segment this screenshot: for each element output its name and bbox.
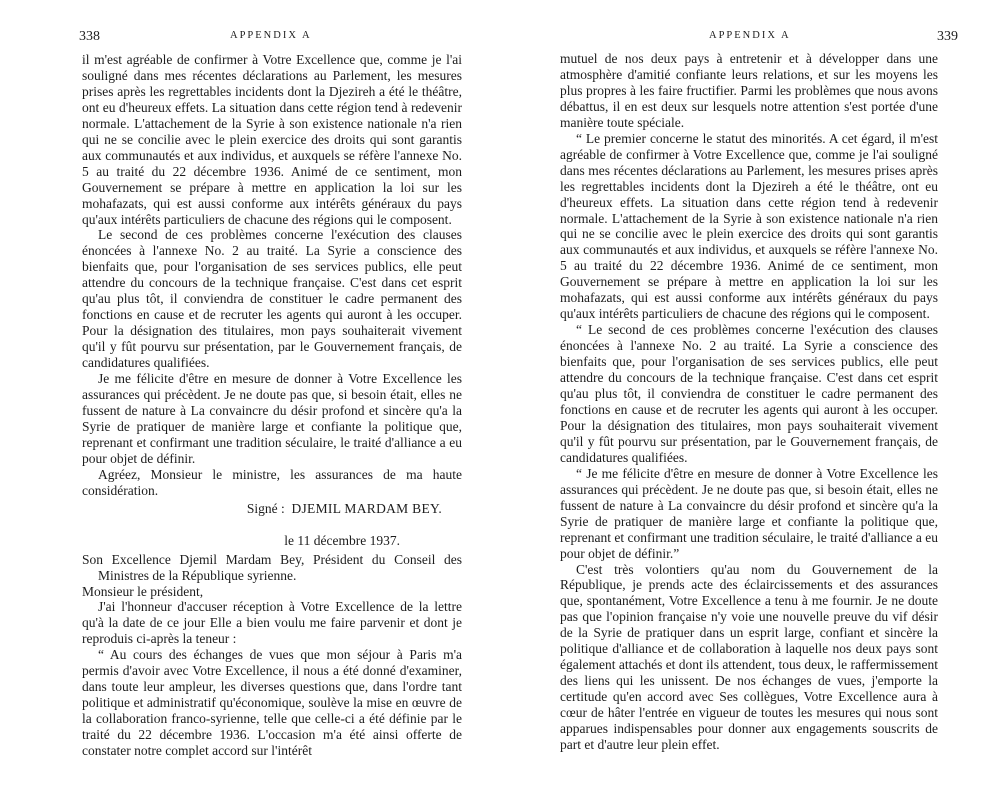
left-page-header	[0, 27, 499, 47]
paragraph: J'ai l'honneur d'accuser réception à Votre Excellence de la lettre qu'à la date de ce jour Elle a bien voulu me faire parvenir et dont je reproduis ci-après la teneur :	[82, 599, 462, 647]
right-page-body	[560, 51, 938, 753]
running-head: APPENDIX A	[230, 30, 312, 41]
right-page	[499, 0, 998, 795]
running-head: APPENDIX A	[709, 30, 791, 41]
signature-line	[82, 501, 462, 517]
paragraph: Agréez, Monsieur le ministre, les assurances de ma haute considération.	[82, 466, 462, 498]
paragraph: Je me félicite d'être en mesure de donner à Votre Excellence les assurances qui précèdent. Je ne doute pas que, si besoin était, elles ne fussent de nature à La convaincre du désir profond et sincère qu'a la Syrie de pratiquer de manière large et confiante la politique que, reprenant et confirmant une tradition séculaire, le traité d'alliance a eu pour objet de définir.	[82, 371, 462, 466]
page-number: 338	[79, 29, 100, 44]
paragraph: C'est très volontiers qu'au nom du Gouvernement de la République, je prends acte des éclaircissements et des assurances que, spontanément, Votre Excellence a tenu à me fournir. Je ne doute pas que l'opinion française n'y voie une nouvelle preuve du vif désir de la Syrie de pratiquer dans un esprit large, confiant et sincère la politique d'alliance et de collaboration à laquelle nos deux pays sont également attachés et dont ils attendent, tous deux, le raffermissement des liens qui les unissent. De nos échanges de vues, j'emporte la certitude qu'en accord avec Ses collègues, Votre Excellence aura à cœur de hâter l'entrée en vigueur de toutes les mesures qui nous sont apparues indispensables pour donner aux engagements souscrits de part et d'autre leur plein effet.	[560, 561, 938, 752]
left-page-body	[82, 52, 462, 759]
paragraph: il m'est agréable de confirmer à Votre Excellence que, comme je l'ai souligné dans mes récentes déclarations au Parlement, les mesures prises après les regrettables incidents dont la Djezireh a été le théâtre, ont eu d'heureux effets. La situation dans cette région tend à redevenir normale. L'attachement de la Syrie à son existence nationale n'a rien qui ne se concilie avec le plein exercice des droits qui sont garantis aux communautés et aux individus, et auxquels se réfère l'annexe No. 5 au traité du 22 décembre 1936. Animé de ce sentiment, mon Gouvernement se prépare à mettre en application la loi sur les mohafazats, qui est aussi conforme aux intérêts généraux du pays qu'aux intérêts particuliers de chacune des régions qui le composent.	[82, 52, 462, 227]
signature-prefix: Signé :	[246, 500, 285, 516]
paragraph: mutuel de nos deux pays à entretenir et à développer dans une atmosphère d'amitié confiante leurs relations, et sur les moyens les plus propres à les faire fructifier. Parmi les problèmes que nous avons débattus, il en est deux sur lesquels notre attention s'est portée d'une manière toute spéciale.	[560, 51, 938, 130]
paragraph: “ Au cours des échanges de vues que mon séjour à Paris m'a permis d'avoir avec Votre Excellence, il nous a été donné d'examiner, dans toute leur ampleur, les diverses questions que, dans l'ordre tant politique et administratif qu'économique, soulève la mise en œuvre de la collaboration franco-syrienne, telle que celle-ci a été définie par le traité du 22 décembre 1936. L'occasion m'a été ainsi offerte de constater notre complet accord sur l'intérêt	[82, 647, 462, 759]
addressee: Son Excellence Djemil Mardam Bey, Président du Conseil des Ministres de la République syrienne.	[82, 551, 462, 583]
paragraph: “ Je me félicite d'être en mesure de donner à Votre Excellence les assurances qui précèdent. Je ne doute pas que, si besoin était, elles ne fussent de nature à La convaincre du désir profond et sincère qu'a la Syrie de pratiquer de manière large et confiante la politique que, reprenant et confirmant une tradition séculaire, le traité d'alliance a eu pour objet de définir.”	[560, 465, 938, 561]
paragraph: Le second de ces problèmes concerne l'exécution des clauses énoncées à l'annexe No. 2 au traité. La Syrie a conscience des bienfaits que, pour l'organisation de ses services publics, elle peut attendre du concours de la technique française. C'est dans cet esprit qu'au plus tôt, il conviendra de constituer le cadre permanent des fonctions en cause et de recruter les agents qui auront à les occuper. Pour la désignation des titulaires, mon pays souhaiterait vivement qu'il y fût pourvu sur présentation, par le Gouvernement français, de candidatures qualifiées.	[82, 227, 462, 371]
paragraph: “ Le premier concerne le statut des minorités. A cet égard, il m'est agréable de confirmer à Votre Excellence que, comme je l'ai souligné dans mes récentes déclarations au Parlement, les mesures prises après les regrettables incidents dont la Djezireh a été le théâtre, ont eu d'heureux effets. La situation dans cette région tend à redevenir normale. L'attachement de la Syrie à son existence nationale n'a rien qui ne se concilie avec le plein exercice des droits qui sont garantis aux communautés et aux individus, et auxquels se réfère l'annexe No. 5 au traité du 22 décembre 1936. Animé de ce sentiment, mon Gouvernement se prépare à mettre en application la loi sur les mohafazats, qui est aussi conforme aux intérêts généraux du pays qu'aux intérêts particuliers de chacune des régions qui le composent.	[560, 130, 938, 322]
right-page-header	[499, 27, 998, 47]
dateline: le 11 décembre 1937.	[284, 532, 400, 548]
paragraph: “ Le second de ces problèmes concerne l'exécution des clauses énoncées à l'annexe No. 2 au traité. La Syrie a conscience des bienfaits que, pour l'organisation de ses services publics, elle peut attendre du concours de la technique française. C'est dans cet esprit qu'au plus tôt, il conviendra de constituer le cadre permanent des fonctions en cause et de recruter les agents qui auront à les occuper. Pour la désignation des titulaires, mon pays souhaiterait vivement qu'il y fût pourvu sur présentation, par le Gouvernement français, de candidatures qualifiées.	[560, 322, 938, 465]
page-number: 339	[937, 29, 958, 44]
signature-name: DJEMIL MARDAM BEY.	[291, 500, 442, 516]
salutation: Monsieur le président,	[82, 583, 204, 599]
